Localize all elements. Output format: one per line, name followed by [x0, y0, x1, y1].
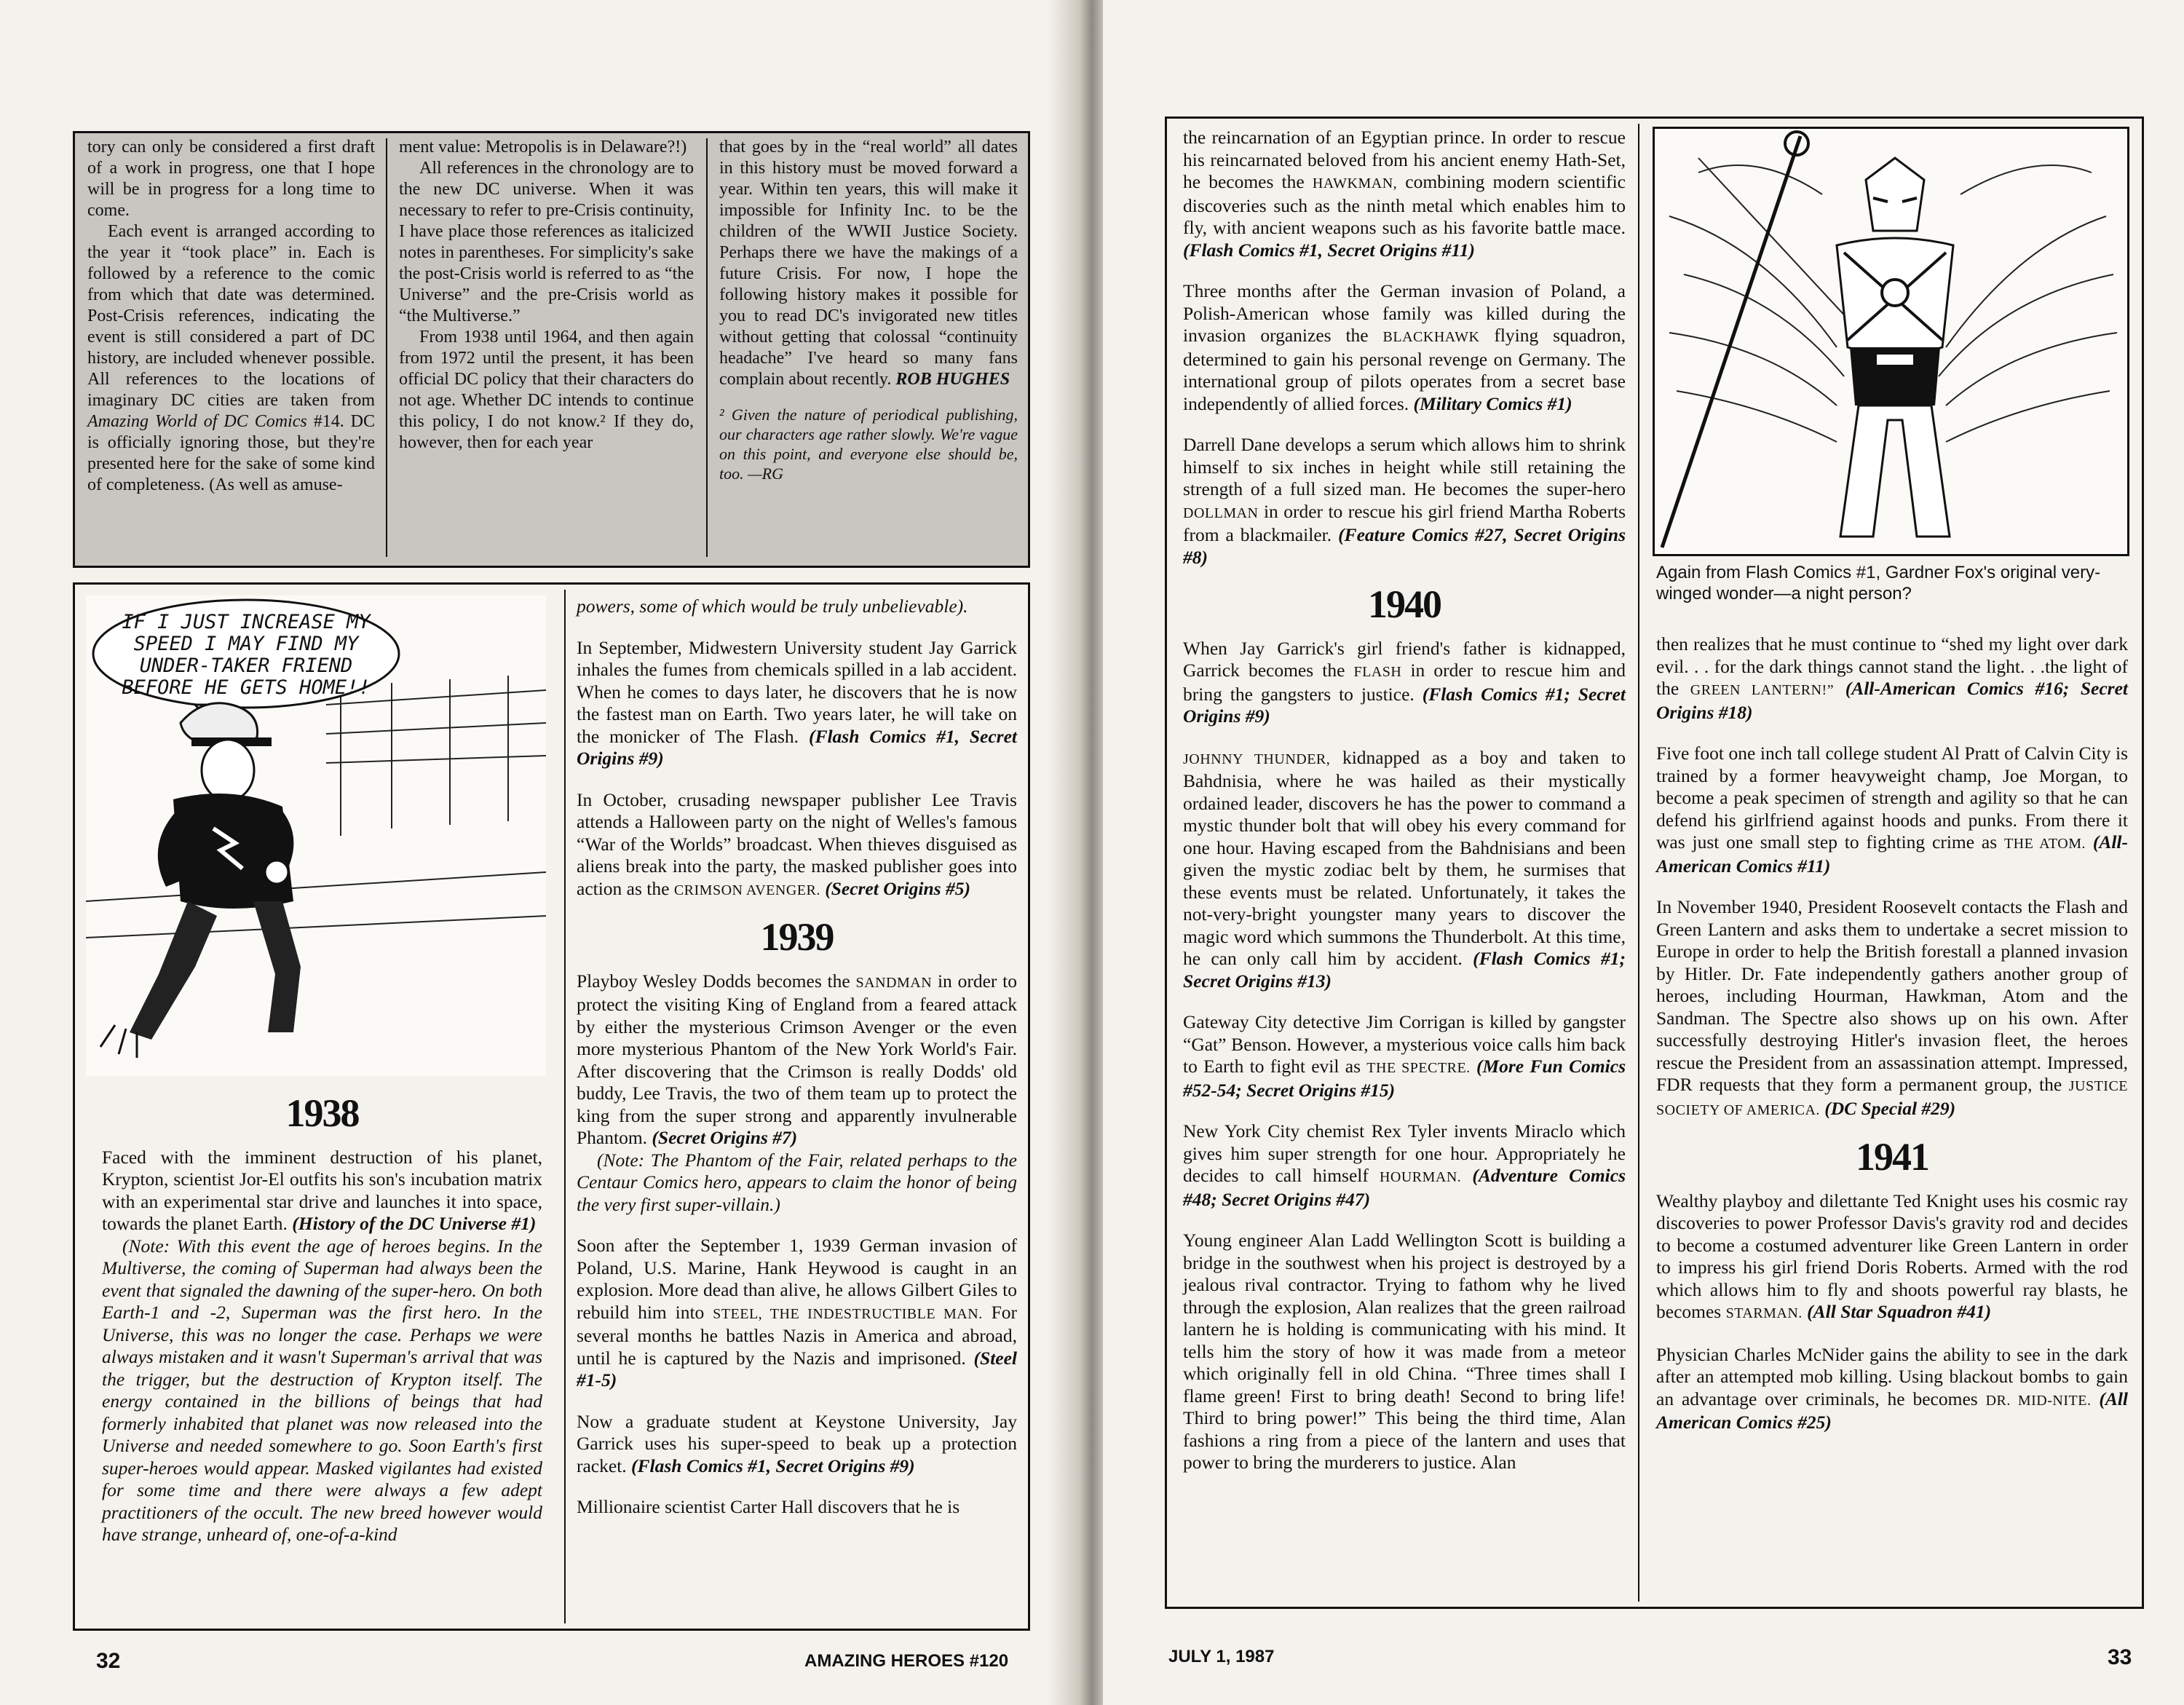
event-jsa-ref: (DC Special #29) [1824, 1097, 1956, 1119]
event-blackhawk-a: Three months after the German invasion of Poland, a Polish-American whose family was killed during the invasion organizes the [1183, 280, 1626, 346]
event-blackhawk-ref: (Military Comics #1) [1413, 392, 1572, 414]
intro-text-3: #14. DC is officially ignoring those, but they're presented here for the sake of some kind of completeness. (As well as amuse- [87, 412, 376, 494]
steel-name: STEEL, THE INDESTRUCTIBLE MAN. [713, 1305, 983, 1322]
event-atom-ref: (All-American Comics #11) [1656, 831, 2128, 877]
spectre-name: THE SPECTRE. [1366, 1060, 1471, 1076]
event-steel-b: For several months he battles Nazis in America and abroad, until he is captured by the Nazis and imprisoned. [577, 1301, 1018, 1369]
intro-column-3 [719, 137, 1018, 483]
johnny-thunder-name: JOHNNY THUNDER, [1183, 751, 1331, 767]
flash-name: FLASH [1353, 664, 1402, 680]
starman-name: STARMAN. [1725, 1305, 1803, 1321]
right-rule [1638, 124, 1639, 1602]
event-johnny-thunder-ref: (Flash Comics #1; Secret Origins #13) [1183, 948, 1626, 992]
event-atom: Five foot one inch tall college student Al Pratt of Calvin City is trained by a former heavyweight champ, Joe Morgan, to become a peak specimen of strength and agility so that he can defend his girlfriend against hoods and punks. From there it was just one small step to fighting crime as [1656, 743, 2128, 852]
event-hourman-ref: (Adventure Comics #48; Secret Origins #47) [1183, 1165, 1626, 1210]
event-dr-mid-nite-ref: (All American Comics #25) [1656, 1388, 2129, 1433]
author-signature: ROB HUGHES [895, 370, 1010, 389]
right-page [1103, 0, 2184, 1705]
year-heading-1939: 1939 [760, 915, 834, 959]
note-1938-end: powers, some of which would be truly unbelievable). [577, 596, 968, 617]
intro-column-1 [87, 137, 375, 496]
hawkman-illustration [1655, 129, 2129, 556]
intro-text-4: ment value: Metropolis is in Delaware?!) [399, 138, 687, 157]
event-hourman: New York City chemist Rex Tyler invents Miraclo which gives him super strength for one hour. Appropriately he decides to call himself [1183, 1120, 1626, 1186]
event-green-lantern-ref: (All-American Comics #16; Secret Origins #18) [1656, 678, 2129, 723]
page-number-left: 32 [96, 1649, 121, 1673]
event-green-lantern-b: then realizes that he must continue to “shed my light over dark evil. . . for the dark things cannot stand the light. . .the light of the [1656, 633, 2128, 699]
event-starman-ref: (All Star Squadron #41) [1807, 1301, 1992, 1322]
year-heading-1938: 1938 [285, 1091, 359, 1135]
note-1938: (Note: With this event the age of heroes begins. In the Multiverse, the coming of Superman had always been the event that signaled the dawning of the super-hero. On both Earth-1 and -2, Superman was the first hero. In the Universe, this was no longer the case. Perhaps we were always mistaken and it wasn't Superman's arrival that was the trigger, but the destruction of Krypton itself. The energy contained in the billions of beings that had formerly inhabited that planet was now released into the Universe and needed somewhere to go. Soon Earth's first super-heroes would appear. Masked vigilantes had existed for some time and there were always a few adept practitioners of the occult. The new breed however would have strange, unheard of, one-of-a-kind [102, 1235, 542, 1545]
intro-text-7: that goes by in the “real world” all dates in this history must be moved forward a year. Within ten years, this will make it impossible for Infinity Inc. to be the children of the WWII Justice Society. Perhaps there we have the makings of a future Crisis. For now, I hope the following history makes it possible for you to read DC's invigorated new titles without getting that colossal “continuity headache” I've heard so many fans complain about recently. [719, 138, 1018, 389]
right-column-b [1656, 633, 2128, 1434]
event-dollman-ref: (Feature Comics #27, Secret Origins #8) [1183, 524, 1626, 568]
event-steel-a: Soon after the September 1, 1939 German invasion of Poland, U.S. Marine, Hank Heywood is caught in an explosion. More dead than alive, he allows Gilbert Giles to rebuild him into [577, 1235, 1017, 1323]
event-sandman-a: Playboy Wesley Dodds becomes the [577, 970, 850, 992]
dr-mid-nite-name: DR. MID-NITE. [1985, 1392, 2092, 1409]
event-johnny-thunder: kidnapped as a boy and taken to Bahdnisia, where he was hailed as their mystically ordained leader, discovers he has the power to command a mystic thunder bolt that will obey his every command for one hour. Having escaped from the Bahdnisians and been given the mystic zodiac belt by them, he surmises that these events must be related. Unfortunately, it takes the not-very-bright youngster many years to discover the magic word which summons the Thunderbolt. At this time, he can only call him by accident. [1183, 746, 1626, 969]
footnote: ² Given the nature of periodical publishing, our characters age rather slowly. We're vague on this point, and everyone else should be, too. [719, 406, 1018, 483]
magazine-title-folio: AMAZING HEROES #120 [804, 1651, 1009, 1671]
event-keystone: Now a graduate student at Keystone University, Jay Garrick uses his super-speed to beak up a protection racket. [577, 1410, 1017, 1476]
intro-rule-1 [386, 138, 387, 557]
event-flash-ref: (Flash Comics #1; Secret Origins #9) [1183, 683, 1626, 727]
event-dollman-a: Darrell Dane develops a serum which allows him to shrink himself to six inches in height while still retaining the strength of a full sized man. He becomes the super-hero [1183, 434, 1626, 499]
event-green-lantern: Young engineer Alan Ladd Wellington Scott is building a bridge in the southwest when his project is destroyed by a jealous rival contractor. Trying to fathom why he lived through the explosion, Alan realizes that the green railroad lantern he is holding is communicating with his mind. It tells him the story of how it was made from a meteor which originally fell in old China. “Three times shall I flame green! First to bring death! Second to bring life! Third to bring power!” This being the third time, Alan fashions a ring from a piece of the lantern and uses that power to bring the murderers to justice. Alan [1183, 1230, 1626, 1473]
event-superman-ref: (History of the DC Universe #1) [292, 1213, 537, 1234]
intro-text-5: All references in the chronology are to the new DC universe. When it was necessary to refer to pre-Crisis continuity, I have place those references as italicized notes in parentheses. For simplicity's sake the post-Crisis world is referred to as “the Universe” and the pre-Crisis world as “the Multiverse.” [399, 159, 694, 325]
speech-balloon: IF I JUST INCREASE MY SPEED I MAY FIND MY UNDER-TAKER FRIEND BEFORE HE GETS HOME!! [122, 611, 371, 699]
hawkman-name: HAWKMAN, [1312, 175, 1398, 191]
page-number-right: 33 [2108, 1645, 2132, 1669]
dollman-name: DOLLMAN [1183, 505, 1259, 521]
footnote-signature: —RG [748, 464, 784, 483]
left-column-b [577, 596, 1017, 1519]
event-blackhawk-b: flying squadron, determined to gain his personal revenge on Germany. The international group of pilots operates from a secret base independently of allied forces. [1183, 325, 1626, 414]
intro-text-6: From 1938 until 1964, and then again from 1972 until the present, it has been official DC policy that their characters do not age. Whether DC intends to continue this policy, I do not know.² If they do, however, then for each year [399, 328, 694, 452]
sandman-name: SANDMAN [855, 974, 933, 991]
event-keystone-ref: (Flash Comics #1, Secret Origins #9) [631, 1455, 915, 1476]
event-flash-a: When Jay Garrick's girl friend's father is kidnapped, Garrick becomes the [1183, 637, 1626, 681]
event-hawkman-ref: (Flash Comics #1, Secret Origins #11) [1183, 239, 1475, 261]
jsa-name: JUSTICE SOCIETY OF AMERICA. [1656, 1078, 2129, 1118]
intro-citation: Amazing World of DC Comics [87, 412, 307, 431]
event-crimson-avenger-ref: (Secret Origins #5) [825, 877, 970, 899]
illustration-caption: Again from Flash Comics #1, Gardner Fox's original very-winged wonder—a night person? [1656, 563, 2101, 604]
crimson-avenger-name: CRIMSON AVENGER. [673, 882, 820, 898]
left-page [0, 0, 1081, 1705]
year-heading-1940: 1940 [1368, 582, 1441, 626]
atom-name: THE ATOM. [2003, 836, 2086, 852]
event-carter-hall: Millionaire scientist Carter Hall discovers that he is [577, 1496, 960, 1517]
main-rule [564, 590, 566, 1623]
intro-column-2 [399, 137, 694, 454]
right-column-a [1183, 127, 1626, 1474]
event-sandman-b: in order to protect the visiting King of England from a feared attack by either the mysterious Crimson Avenger or the even more mysterious Phantom of the New York World's Fair. After discovering that the Crimson is really Dodds' old buddy, Lee Travis, the two of them team up to protect the king from the super strong and apparently invulnerable Phantom. [577, 970, 1018, 1148]
event-crimson-avenger: In October, crusading newspaper publisher Lee Travis attends a Halloween party on the night of Welles's famous “War of the Worlds” broadcast. When thieves disguised as aliens break into the party, the masked publisher goes into action as the [577, 788, 1017, 899]
event-jay-garrick-ref: (Flash Comics #1, Secret Origins #9) [577, 725, 1017, 769]
event-jay-garrick: In September, Midwestern University student Jay Garrick inhales the fumes from chemicals spilled in a lab accident. When he comes to days later, he discovers that he is now the fastest man on Earth. Two years later, he will take on the monicker of The Flash. [577, 636, 1017, 747]
hourman-name: HOURMAN. [1379, 1169, 1462, 1185]
intro-text-1: tory can only be considered a first draft of a work in progress, one that I hope will be in progress for a long time to come. [87, 138, 375, 220]
event-hawkman-a: the reincarnation of an Egyptian prince. In order to rescue his reincarnated beloved from his ancient enemy Hath-Set, he becomes the [1183, 127, 1626, 192]
event-sandman-ref: (Secret Origins #7) [652, 1127, 798, 1148]
event-dollman-b: in order to rescue his girl friend Martha Roberts from a blackmailer. [1183, 500, 1626, 545]
flash-comic-panel [86, 596, 546, 1076]
hawkman-illustration-frame [1653, 127, 2129, 556]
event-flash-b: in order to rescue him and bring the gangsters to justice. [1183, 660, 1626, 705]
intro-rule-2 [706, 138, 708, 557]
event-hawkman-b: combining modern scientific discoveries such as the ninth metal which enables him to fly, with ancient weapons such as his favorite battle mace. [1183, 171, 1626, 238]
event-steel-ref: (Steel #1-5) [577, 1347, 1017, 1390]
event-superman: Faced with the imminent destruction of his planet, Krypton, scientist Jor-El outfits his son's incubation matrix with an experimental star drive and launches it into space, towards the planet Earth. [102, 1146, 542, 1234]
green-lantern-name: GREEN LANTERN!” [1690, 682, 1835, 698]
event-spectre-ref: (More Fun Comics #52-54; Secret Origins #15) [1183, 1056, 1626, 1101]
event-starman: Wealthy playboy and dilettante Ted Knight uses his cosmic ray discoveries to power Professor Davis's gravity rod and decides to become a costumed adventurer like Green Lantern in order to impress his girl friend Doris Roberts. Armed with the rod which allows him to fly and shoots powerful ray blasts, he becomes [1656, 1190, 2128, 1322]
issue-date-folio: JULY 1, 1987 [1168, 1647, 1275, 1666]
blackhawk-name: BLACKHAWK [1382, 329, 1480, 345]
year-heading-1941: 1941 [1856, 1135, 1928, 1179]
event-jsa: In November 1940, President Roosevelt contacts the Flash and Green Lantern and asks them to undertake a secret mission to Europe in order to help the British forestall a planned invasion by Hitler. Dr. Fate independently gathers another group of heroes, including Hourman, Hawkman, Atom and the Sandman. The Spectre also shows up on his own. After successfully destroying Hitler's invasion fleet, the heroes rescue the President from an assassination attempt. Impressed, FDR requests that they form a permanent group, the [1656, 896, 2128, 1095]
intro-text-2: Each event is arranged according to the year it “took place” in. Each is followed by a reference to the comic from which that date was determined. Post-Crisis references, indicating the event is still considered a part of DC history, are included whenever possible. All references to the locations of imaginary DC cities are taken from [87, 222, 375, 410]
note-phantom: (Note: The Phantom of the Fair, related perhaps to the Centaur Comics hero, appears to claim the honor of being the very first super-villain.) [577, 1149, 1017, 1215]
event-spectre: Gateway City detective Jim Corrigan is killed by gangster “Gat” Benson. However, a mysterious voice calls him back to Earth to fight evil as [1183, 1011, 1626, 1077]
left-column-a [102, 1077, 542, 1565]
event-dr-mid-nite: Physician Charles McNider gains the ability to see in the dark after an attempted mob killing. Using blackout bombs to gain an advantage over criminals, he becomes [1656, 1343, 2128, 1409]
